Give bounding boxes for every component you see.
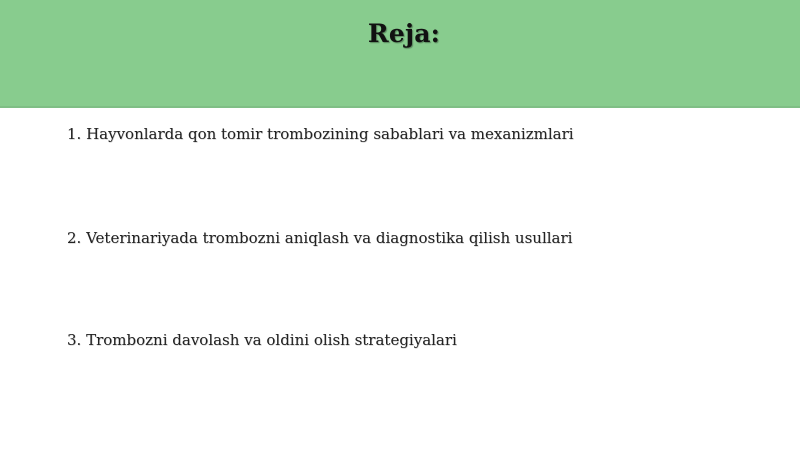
plan-item-3: 3. Trombozni davolash va oldini olish strategiyalari bbox=[67, 331, 457, 349]
slide-title: Reja: bbox=[367, 19, 441, 48]
plan-item-2: 2. Veterinariyada trombozni aniqlash va diagnostika qilish usullari bbox=[67, 229, 573, 247]
header-band bbox=[0, 0, 800, 108]
plan-item-1: 1. Hayvonlarda qon tomir trombozining sabablari va mexanizmlari bbox=[67, 125, 574, 143]
